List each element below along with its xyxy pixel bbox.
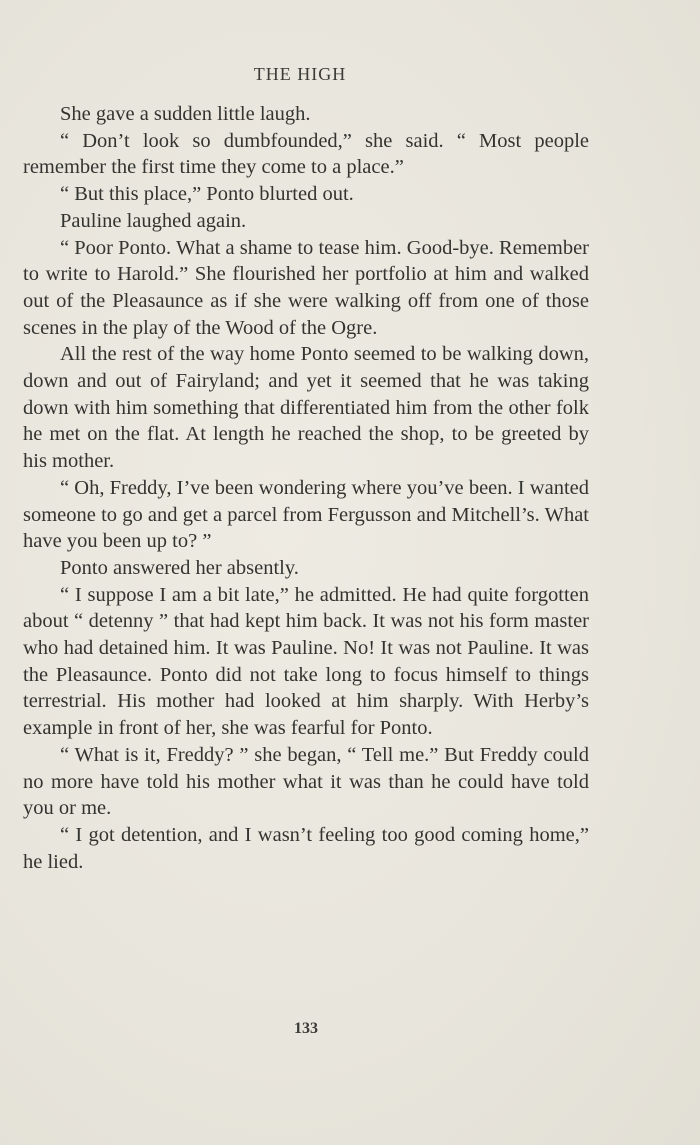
paragraph: “ I got detention, and I wasn’t feeling too good coming home,” he lied. xyxy=(23,823,589,873)
paragraph: Ponto answered her absently. xyxy=(60,556,299,579)
body-text xyxy=(23,101,589,875)
paragraph: Pauline laughed again. xyxy=(60,209,247,232)
running-head: THE HIGH xyxy=(253,64,347,84)
paragraph: “ But this place,” Ponto blurted out. xyxy=(60,183,354,206)
page-number: 133 xyxy=(294,1020,318,1037)
paragraph: All the rest of the way home Ponto seemed to be walking down, down and out of Fairyland; and yet it seemed that he was taking down with him something that differentiated him from the other folk he met on the flat. At length he reached the shop, to be greeted by his mother. xyxy=(23,343,589,473)
paragraph: “ What is it, Freddy? ” she began, “ Tell me.” But Freddy could no more have told his mother what it was than he could have told you or me. xyxy=(23,743,589,820)
paragraph: “ Oh, Freddy, I’ve been wondering where you’ve been. I wanted someone to go and get a parcel from Fergusson and Mitchell’s. What have you been up to? ” xyxy=(23,476,589,553)
paragraph: She gave a sudden little laugh. xyxy=(60,103,311,125)
paragraph: “ Don’t look so dumbfounded,” she said. “ Most people remember the first time they come to a place.” xyxy=(23,129,589,179)
paragraph: “ I suppose I am a bit late,” he admitted. He had quite forgotten about “ detenny ” that had kept him back. It was not his form master who had detained him. It was Pauline. No! It was not Pauline. It was the Pleasaunce. Ponto did not take long to focus himself to things terrestrial. His mother had looked at him sharply. With Herby’s example in front of her, she was fearful for Ponto. xyxy=(23,583,589,740)
paragraph: “ Poor Ponto. What a shame to tease him. Good-bye. Remember to write to Harold.” She flourished her portfolio at him and walked out of the Pleasaunce as if she were walking off from one of those scenes in the play of the Wood of the Ogre. xyxy=(23,236,589,339)
